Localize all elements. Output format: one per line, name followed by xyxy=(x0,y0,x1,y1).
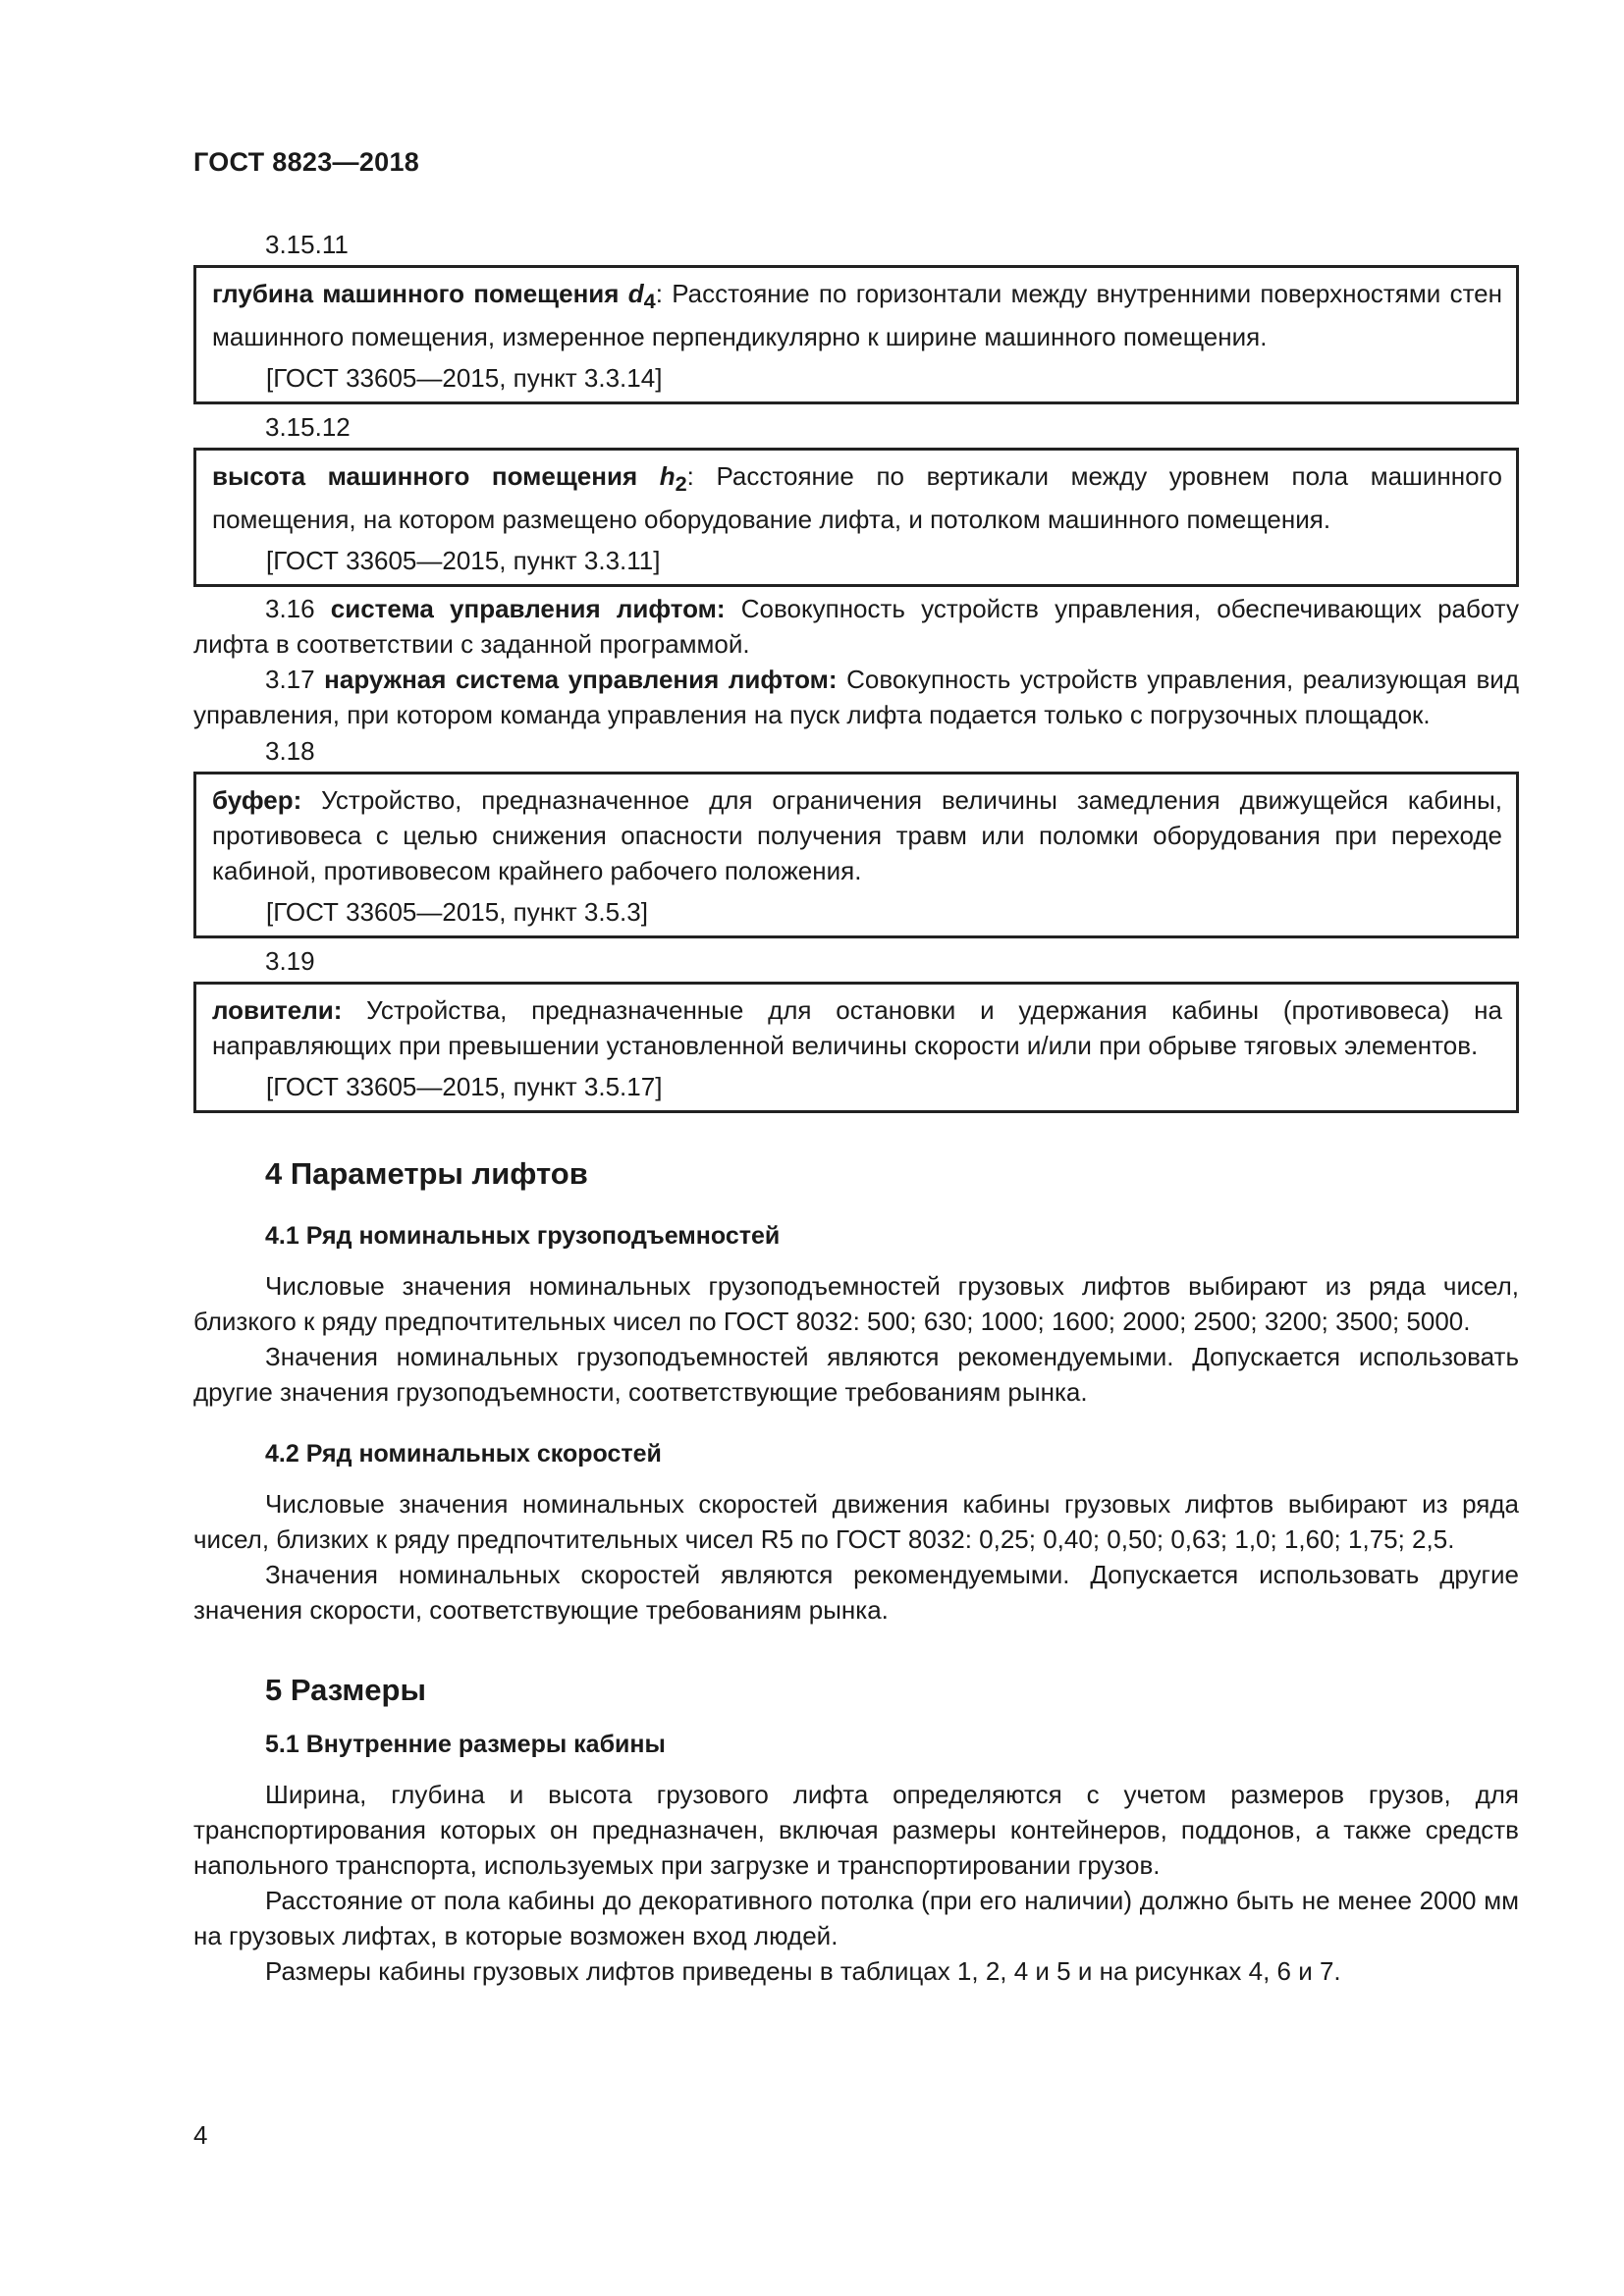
symbol-variable: h xyxy=(659,461,676,492)
subsection-heading: 4.2 Ряд номинальных скоростей xyxy=(265,1440,662,1468)
paragraph: Расстояние от пола кабины до декоративного потолка (при его наличии) должно быть не менее 2000 мм на грузовых лифтах, в которые возможен вход людей. xyxy=(193,1886,1519,1951)
definition-body: Устройство, предназначенное для ограничения величины замедления движущейся кабины, противовеса с целью снижения опасности получения травм или поломки оборудования при переходе кабиной, противовесом крайнего рабочего положения. xyxy=(212,785,1502,886)
definition-reference: [ГОСТ 33605—2015, пункт 3.5.17] xyxy=(266,1072,663,1102)
paragraph: Ширина, глубина и высота грузового лифта определяются с учетом размеров грузов, для транспортирования которых он предназначен, включая размеры контейнеров, поддонов, а также средств напольного транспорта, используемых при загрузке и транспортировании грузов. xyxy=(193,1780,1519,1881)
definition-term: высота машинного помещения xyxy=(212,461,638,492)
definition-number: 3.19 xyxy=(265,946,315,977)
item-number: 3.16 xyxy=(265,594,315,624)
section-heading: 4 Параметры лифтов xyxy=(265,1156,588,1192)
symbol-subscript: 2 xyxy=(675,471,687,497)
symbol xyxy=(659,461,687,497)
paragraph: Размеры кабины грузовых лифтов приведены в таблицах 1, 2, 4 и 5 и на рисунках 4, 6 и 7. xyxy=(265,1956,1341,1987)
numbered-definition xyxy=(193,662,1519,732)
document-header: ГОСТ 8823—2018 xyxy=(193,147,420,177)
section-heading: 5 Размеры xyxy=(265,1673,426,1708)
definition-box xyxy=(193,982,1519,1113)
definition-number: 3.15.12 xyxy=(265,412,351,443)
paragraph: Числовые значения номинальных скоростей движения кабины грузовых лифтов выбирают из ряда чисел, близких к ряду предпочтительных чисел R5 по ГОСТ 8032: 0,25; 0,40; 0,50; 0,63; 1,0; 1,60; 1,75; 2,5. xyxy=(193,1489,1519,1555)
definition-reference: [ГОСТ 33605—2015, пункт 3.3.14] xyxy=(266,363,663,394)
item-text: Совокупность устройств управления, реализующая вид управления, при котором команда управления на пуск лифта подается только с погрузочных площадок. xyxy=(193,665,1519,730)
definition-text xyxy=(212,276,1502,354)
definition-body: : Расстояние по горизонтали между внутренними поверхностями стен машинного помещения, измеренное перпендикулярно к ширине машинного помещения. xyxy=(212,279,1502,352)
item-number: 3.17 xyxy=(265,665,315,695)
definition-box xyxy=(193,772,1519,938)
definition-term: ловители: xyxy=(212,995,343,1026)
symbol xyxy=(627,279,656,314)
definition-reference: [ГОСТ 33605—2015, пункт 3.5.3] xyxy=(266,897,648,928)
numbered-definition xyxy=(193,591,1519,662)
page-content xyxy=(193,226,1519,1989)
definition-text xyxy=(212,782,1502,888)
definition-box xyxy=(193,265,1519,404)
paragraph: Значения номинальных скоростей являются рекомендуемыми. Допускается использовать другие значения скорости, соответствующие требованиям рынка. xyxy=(193,1560,1519,1626)
item-text: Совокупность устройств управления, обеспечивающих работу лифта в соответствии с заданной программой. xyxy=(193,594,1519,660)
subsection-heading: 5.1 Внутренние размеры кабины xyxy=(265,1731,666,1759)
paragraph: Значения номинальных грузоподъемностей являются рекомендуемыми. Допускается использовать другие значения грузоподъемности, соответствующие требованиям рынка. xyxy=(193,1342,1519,1408)
paragraph: Числовые значения номинальных грузоподъемностей грузовых лифтов выбирают из ряда чисел, близкого к ряду предпочтительных чисел по ГОСТ 8032: 500; 630; 1000; 1600; 2000; 2500; 3200; 3500; 5000. xyxy=(193,1271,1519,1337)
item-term: система управления лифтом: xyxy=(330,594,726,624)
definition-number: 3.18 xyxy=(265,736,315,767)
definition-text xyxy=(212,458,1502,537)
definition-body: : Расстояние по вертикали между уровнем пола машинного помещения, на котором размещено оборудование лифта, и потолком машинного помещения. xyxy=(212,461,1502,535)
definition-term: буфер: xyxy=(212,785,302,816)
definition-box xyxy=(193,448,1519,587)
symbol-subscript: 4 xyxy=(643,289,656,314)
symbol-variable: d xyxy=(627,279,644,308)
definition-text xyxy=(212,992,1502,1063)
definition-reference: [ГОСТ 33605—2015, пункт 3.3.11] xyxy=(266,546,661,576)
definition-body: Устройства, предназначенные для остановки и удержания кабины (противовеса) на направляющих при превышении установленной величины скорости и/или при обрыве тяговых элементов. xyxy=(212,995,1502,1061)
definition-term: глубина машинного помещения xyxy=(212,279,620,308)
page-number: 4 xyxy=(193,2120,208,2150)
item-term: наружная система управления лифтом: xyxy=(324,665,838,695)
definition-number: 3.15.11 xyxy=(265,230,349,259)
subsection-heading: 4.1 Ряд номинальных грузоподъемностей xyxy=(265,1222,781,1251)
